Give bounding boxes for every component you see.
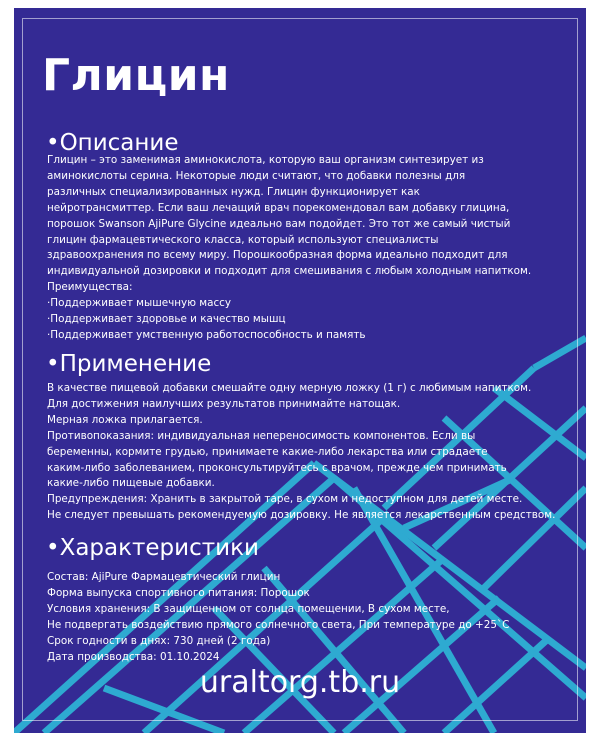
product-card	[14, 8, 586, 733]
product-title: Глицин	[42, 50, 230, 101]
description-line: нейротрансмиттер. Если ваш лечащий врач порекомендовал вам добавку глицина,	[47, 201, 510, 214]
usage-line: беременны, кормите грудью, принимаете какие-либо лекарства или страдаете	[47, 445, 488, 458]
usage-heading: •Применение	[46, 351, 212, 377]
description-line: различных специализированных нужд. Глицин функционирует как	[47, 185, 420, 198]
benefit-item: ·Поддерживает умственную работоспособность и память	[47, 328, 366, 341]
spec-item: Дата производства: 01.10.2024	[47, 650, 220, 663]
description-line: Преимущества:	[47, 281, 133, 294]
benefit-item: ·Поддерживает мышечную массу	[47, 297, 232, 310]
description-line: порошок Swanson AjiPure Glycine идеально вам подойдет. Это тот же самый чистый	[47, 217, 511, 230]
website-url: uraltorg.tb.ru	[199, 665, 401, 700]
usage-line: Предупреждения: Хранить в закрытой таре, в сухом и недоступном для детей месте.	[47, 493, 523, 506]
usage-line: В качестве пищевой добавки смешайте одну мерную ложку (1 г) с любимым напитком.	[47, 382, 532, 394]
usage-line: Противопоказания: индивидуальная непереносимость компонентов. Если вы	[47, 429, 476, 442]
usage-line: Мерная ложка прилагается.	[47, 413, 203, 426]
description-line: индивидуальной дозировки и подходит для смешивания с любым холодным напитком.	[47, 265, 532, 278]
description-line: Глицин – это заменимая аминокислота, которую ваш организм синтезирует из	[47, 154, 484, 166]
usage-line: каким-либо заболеванием, проконсультируйтесь с врачом, прежде чем принимать	[47, 461, 507, 474]
usage-line: Не следует превышать рекомендуемую дозировку. Не является лекарственным средством.	[47, 509, 556, 522]
usage-text	[47, 381, 567, 524]
spec-item: Не подвергать воздействию прямого солнечного света, При температуре до +25`С	[47, 618, 510, 631]
spec-item: Условия хранения: В защищенном от солнца помещении, В сухом месте,	[47, 602, 450, 615]
specs-text	[47, 570, 567, 665]
usage-line: Для достижения наилучших результатов принимайте натощак.	[47, 397, 401, 410]
benefit-item: ·Поддерживает здоровье и качество мышц	[47, 313, 286, 326]
spec-item: Срок годности в днях: 730 дней (2 года)	[47, 634, 271, 647]
usage-line: какие-либо пищевые добавки.	[47, 477, 215, 490]
description-line: здравоохранения по всему миру. Порошкообразная форма идеально подходит для	[47, 249, 508, 262]
spec-item: Состав: AjiPure Фармацевтический глицин	[47, 571, 281, 583]
specs-heading: •Характеристики	[46, 535, 259, 561]
description-heading: •Описание	[46, 130, 179, 156]
description-line: аминокислоты серина. Некоторые люди считают, что добавки полезны для	[47, 169, 466, 182]
description-line: глицин фармацевтического класса, который используют специалисты	[47, 233, 439, 246]
description-text	[47, 153, 567, 344]
spec-item: Форма выпуска спортивного питания: Порошок	[47, 586, 310, 599]
